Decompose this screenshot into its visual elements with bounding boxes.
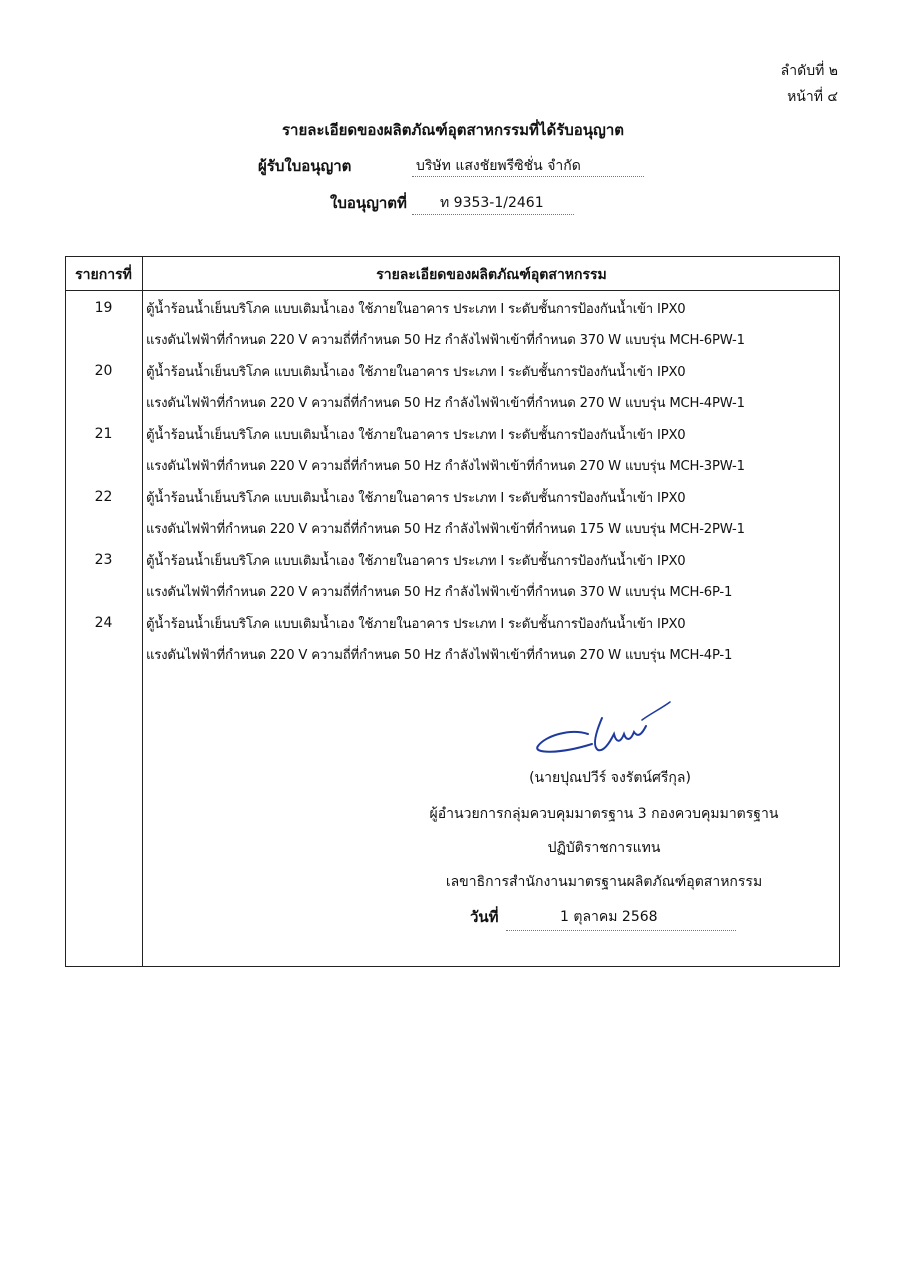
row-detail-line1: ตู้น้ำร้อนน้ำเย็นบริโภค แบบเติมน้ำเอง ใช้ภายในอาคาร ประเภท I ระดับชั้นการป้องกันน้ำเข้า IPX0 [146, 302, 686, 317]
date-label: วันที่ [470, 908, 499, 926]
row-number: 20 [94, 363, 113, 379]
row-number: 24 [94, 615, 113, 631]
date-value: 1 ตุลาคม 2568 [560, 909, 658, 925]
license-number-value: ท 9353-1/2461 [440, 195, 544, 211]
header-product-detail: รายละเอียดของผลิตภัณฑ์อุตสาหกรรม [376, 267, 607, 283]
row-detail-line2: แรงดันไฟฟ้าที่กำหนด 220 V ความถี่ที่กำหนด 50 Hz กำลังไฟฟ้าเข้าที่กำหนด 270 W แบบรุ่น MCH-3PW-1 [146, 459, 745, 474]
page-reference [781, 58, 838, 110]
row-detail-line2: แรงดันไฟฟ้าที่กำหนด 220 V ความถี่ที่กำหนด 50 Hz กำลังไฟฟ้าเข้าที่กำหนด 370 W แบบรุ่น MCH-6P-1 [146, 585, 733, 600]
header-item-number: รายการที่ [75, 267, 132, 283]
signatory-on-behalf-of: เลขาธิการสำนักงานมาตรฐานผลิตภัณฑ์อุตสาหกรรม [445, 874, 763, 890]
row-detail-line1: ตู้น้ำร้อนน้ำเย็นบริโภค แบบเติมน้ำเอง ใช้ภายในอาคาร ประเภท I ระดับชั้นการป้องกันน้ำเข้า IPX0 [146, 491, 686, 506]
signatory-acting-for: ปฏิบัติราชการแทน [547, 840, 661, 856]
row-number: 23 [94, 552, 113, 568]
row-number: 22 [94, 489, 113, 505]
row-detail-line2: แรงดันไฟฟ้าที่กำหนด 220 V ความถี่ที่กำหนด 50 Hz กำลังไฟฟ้าเข้าที่กำหนด 175 W แบบรุ่น MCH-2PW-1 [146, 522, 745, 537]
license-number-dotted-line [412, 214, 574, 215]
row-number: 19 [94, 300, 113, 316]
row-detail-line2: แรงดันไฟฟ้าที่กำหนด 220 V ความถี่ที่กำหนด 50 Hz กำลังไฟฟ้าเข้าที่กำหนด 270 W แบบรุ่น MCH-4P-1 [146, 648, 733, 663]
license-number-label: ใบอนุญาตที่ [330, 194, 407, 212]
licensee-value: บริษัท แสงชัยพรีซิชั่น จำกัด [416, 158, 581, 174]
page-label: หน้าที่ ๔ [787, 89, 838, 105]
signature-image [530, 698, 680, 762]
row-detail-line2: แรงดันไฟฟ้าที่กำหนด 220 V ความถี่ที่กำหนด 50 Hz กำลังไฟฟ้าเข้าที่กำหนด 370 W แบบรุ่น MCH-6PW-1 [146, 333, 745, 348]
row-detail-line1: ตู้น้ำร้อนน้ำเย็นบริโภค แบบเติมน้ำเอง ใช้ภายในอาคาร ประเภท I ระดับชั้นการป้องกันน้ำเข้า IPX0 [146, 365, 686, 380]
row-detail-line2: แรงดันไฟฟ้าที่กำหนด 220 V ความถี่ที่กำหนด 50 Hz กำลังไฟฟ้าเข้าที่กำหนด 270 W แบบรุ่น MCH-4PW-1 [146, 396, 745, 411]
date-dotted-line [506, 930, 736, 931]
document-title: รายละเอียดของผลิตภัณฑ์อุตสาหกรรมที่ได้รับอนุญาต [281, 121, 624, 139]
licensee-label: ผู้รับใบอนุญาต [258, 157, 352, 175]
row-number: 21 [94, 426, 113, 442]
sequence-label: ลำดับที่ ๒ [780, 63, 838, 79]
row-detail-line1: ตู้น้ำร้อนน้ำเย็นบริโภค แบบเติมน้ำเอง ใช้ภายในอาคาร ประเภท I ระดับชั้นการป้องกันน้ำเข้า IPX0 [146, 428, 686, 443]
table-column-divider [142, 256, 143, 967]
row-detail-line1: ตู้น้ำร้อนน้ำเย็นบริโภค แบบเติมน้ำเอง ใช้ภายในอาคาร ประเภท I ระดับชั้นการป้องกันน้ำเข้า IPX0 [146, 554, 686, 569]
signatory-position: ผู้อำนวยการกลุ่มควบคุมมาตรฐาน 3 กองควบคุมมาตรฐาน [429, 806, 779, 822]
table-header-divider [65, 290, 840, 291]
signatory-name: (นายปุณปวีร์ จงรัตน์ศรีกุล) [529, 770, 691, 786]
row-detail-line1: ตู้น้ำร้อนน้ำเย็นบริโภค แบบเติมน้ำเอง ใช้ภายในอาคาร ประเภท I ระดับชั้นการป้องกันน้ำเข้า IPX0 [146, 617, 686, 632]
